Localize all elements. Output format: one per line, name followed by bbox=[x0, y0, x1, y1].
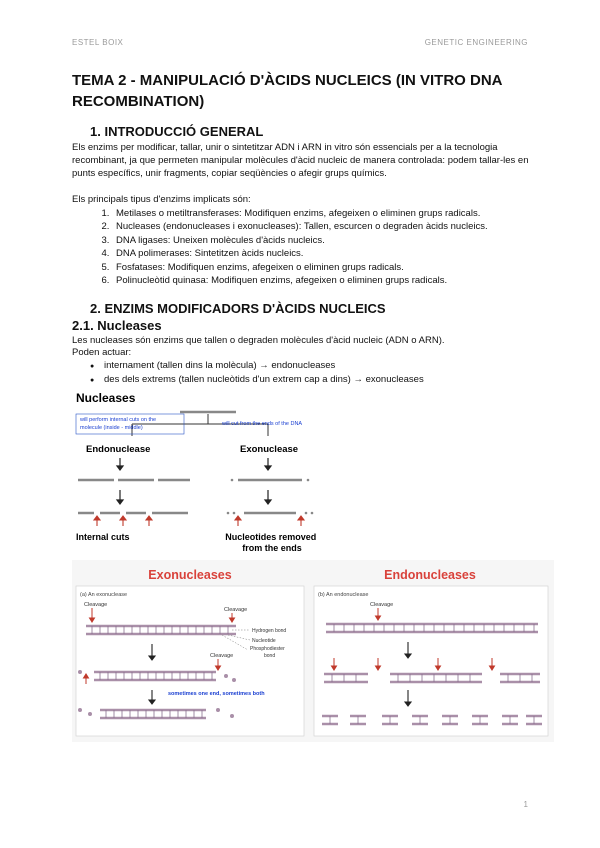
action-bullets bbox=[72, 359, 424, 386]
list-item: ● internament (tallen dins la molècula) → endonucleases bbox=[104, 359, 424, 373]
sometimes-note: sometimes one end, sometimes both bbox=[168, 691, 265, 697]
cleavage-label: Cleavage bbox=[210, 653, 234, 659]
exo-endo-diagram bbox=[72, 560, 554, 742]
exonucleases-title: Exonucleases bbox=[148, 568, 232, 582]
nucleases-text: Les nucleases són enzims que tallen o degraden molècules d'àcid nucleic (ADN o ARN). bbox=[72, 335, 445, 346]
list-item: ● des dels extrems (tallen nucleòtids d'un extrem cap a dins) → exonucleases bbox=[104, 373, 424, 387]
phosphodiester-label: Phosphodiester bond bbox=[250, 646, 285, 659]
cleavage-label: Cleavage bbox=[84, 602, 108, 608]
endo-panel-label: (b) An endonuclease bbox=[318, 592, 369, 598]
header-subject: GENETIC ENGINEERING bbox=[424, 38, 528, 47]
hydrogen-bond-label: Hydrogen bond bbox=[252, 628, 287, 634]
page-title: TEMA 2 - MANIPULACIÓ D'ÀCIDS NUCLEICS (IN VITRO DNA RECOMBINATION) bbox=[72, 72, 502, 110]
nucleases-diagram bbox=[72, 388, 330, 556]
enzyme-list bbox=[72, 207, 532, 287]
section-2-heading: 2. ENZIMS MODIFICADORS D'ÀCIDS NUCLEICS bbox=[90, 301, 386, 316]
exo-panel-label: (a) An exonuclease bbox=[80, 592, 128, 598]
figure1-note-left: will perform internal cuts on the molecule (inside - middle) bbox=[80, 417, 157, 431]
section-1-heading: 1. INTRODUCCIÓ GENERAL bbox=[90, 124, 264, 139]
exonuclease-label: Exonuclease bbox=[240, 444, 299, 455]
figure1-note-right: will cut from the ends of the DNA bbox=[222, 421, 303, 427]
endonucleases-title: Endonucleases bbox=[384, 568, 476, 582]
cleavage-label: Cleavage bbox=[224, 607, 248, 613]
list-item: 3. DNA ligases: Uneixen molècules d'àcids nucleics. bbox=[112, 234, 532, 247]
section-1-intro: Els enzims per modificar, tallar, unir o sintetitzar ADN i ARN in vitro són essencials per a la tecnologia recombinant, ja que permeten manipular molècules d'àcid nucleic de manera controlada: podem tallar-les en punts específics, unir fragments, copiar seqüències o afegir grups químics. bbox=[72, 142, 529, 179]
nucleotide-label: Nucleotide bbox=[252, 638, 276, 644]
nucleotides-removed-label: Nucleotides removed from the ends bbox=[225, 532, 317, 553]
figure1-title: Nucleases bbox=[76, 391, 136, 405]
endonuclease-label: Endonuclease bbox=[86, 444, 151, 455]
can-act-text: Poden actuar: bbox=[72, 347, 132, 358]
section-1-list-intro: Els principals tipus d'enzims implicats són: bbox=[72, 194, 251, 205]
list-item: 5. Fosfatases: Modifiquen enzims, afegeixen o eliminen grups radicals. bbox=[112, 261, 532, 274]
header-author: ESTEL BOIX bbox=[72, 38, 124, 47]
list-item: 1. Metilases o metiltransferases: Modifiquen enzims, afegeixen o eliminen grups radicals. bbox=[112, 207, 532, 220]
subsection-heading: 2.1. Nucleases bbox=[72, 318, 162, 333]
internal-cuts-label: Internal cuts bbox=[76, 532, 130, 542]
page-number: 1 bbox=[523, 800, 528, 809]
list-item: 6. Polinucleòtid quinasa: Modifiquen enzims, afegeixen o eliminen grups radicals. bbox=[112, 274, 532, 287]
list-item: 2. Nucleases (endonucleases i exonucleases): Tallen, escurcen o degraden àcids nucleics. bbox=[112, 220, 532, 233]
cleavage-label: Cleavage bbox=[370, 602, 394, 608]
list-item: 4. DNA polimerases: Sintetitzen àcids nucleics. bbox=[112, 247, 532, 260]
